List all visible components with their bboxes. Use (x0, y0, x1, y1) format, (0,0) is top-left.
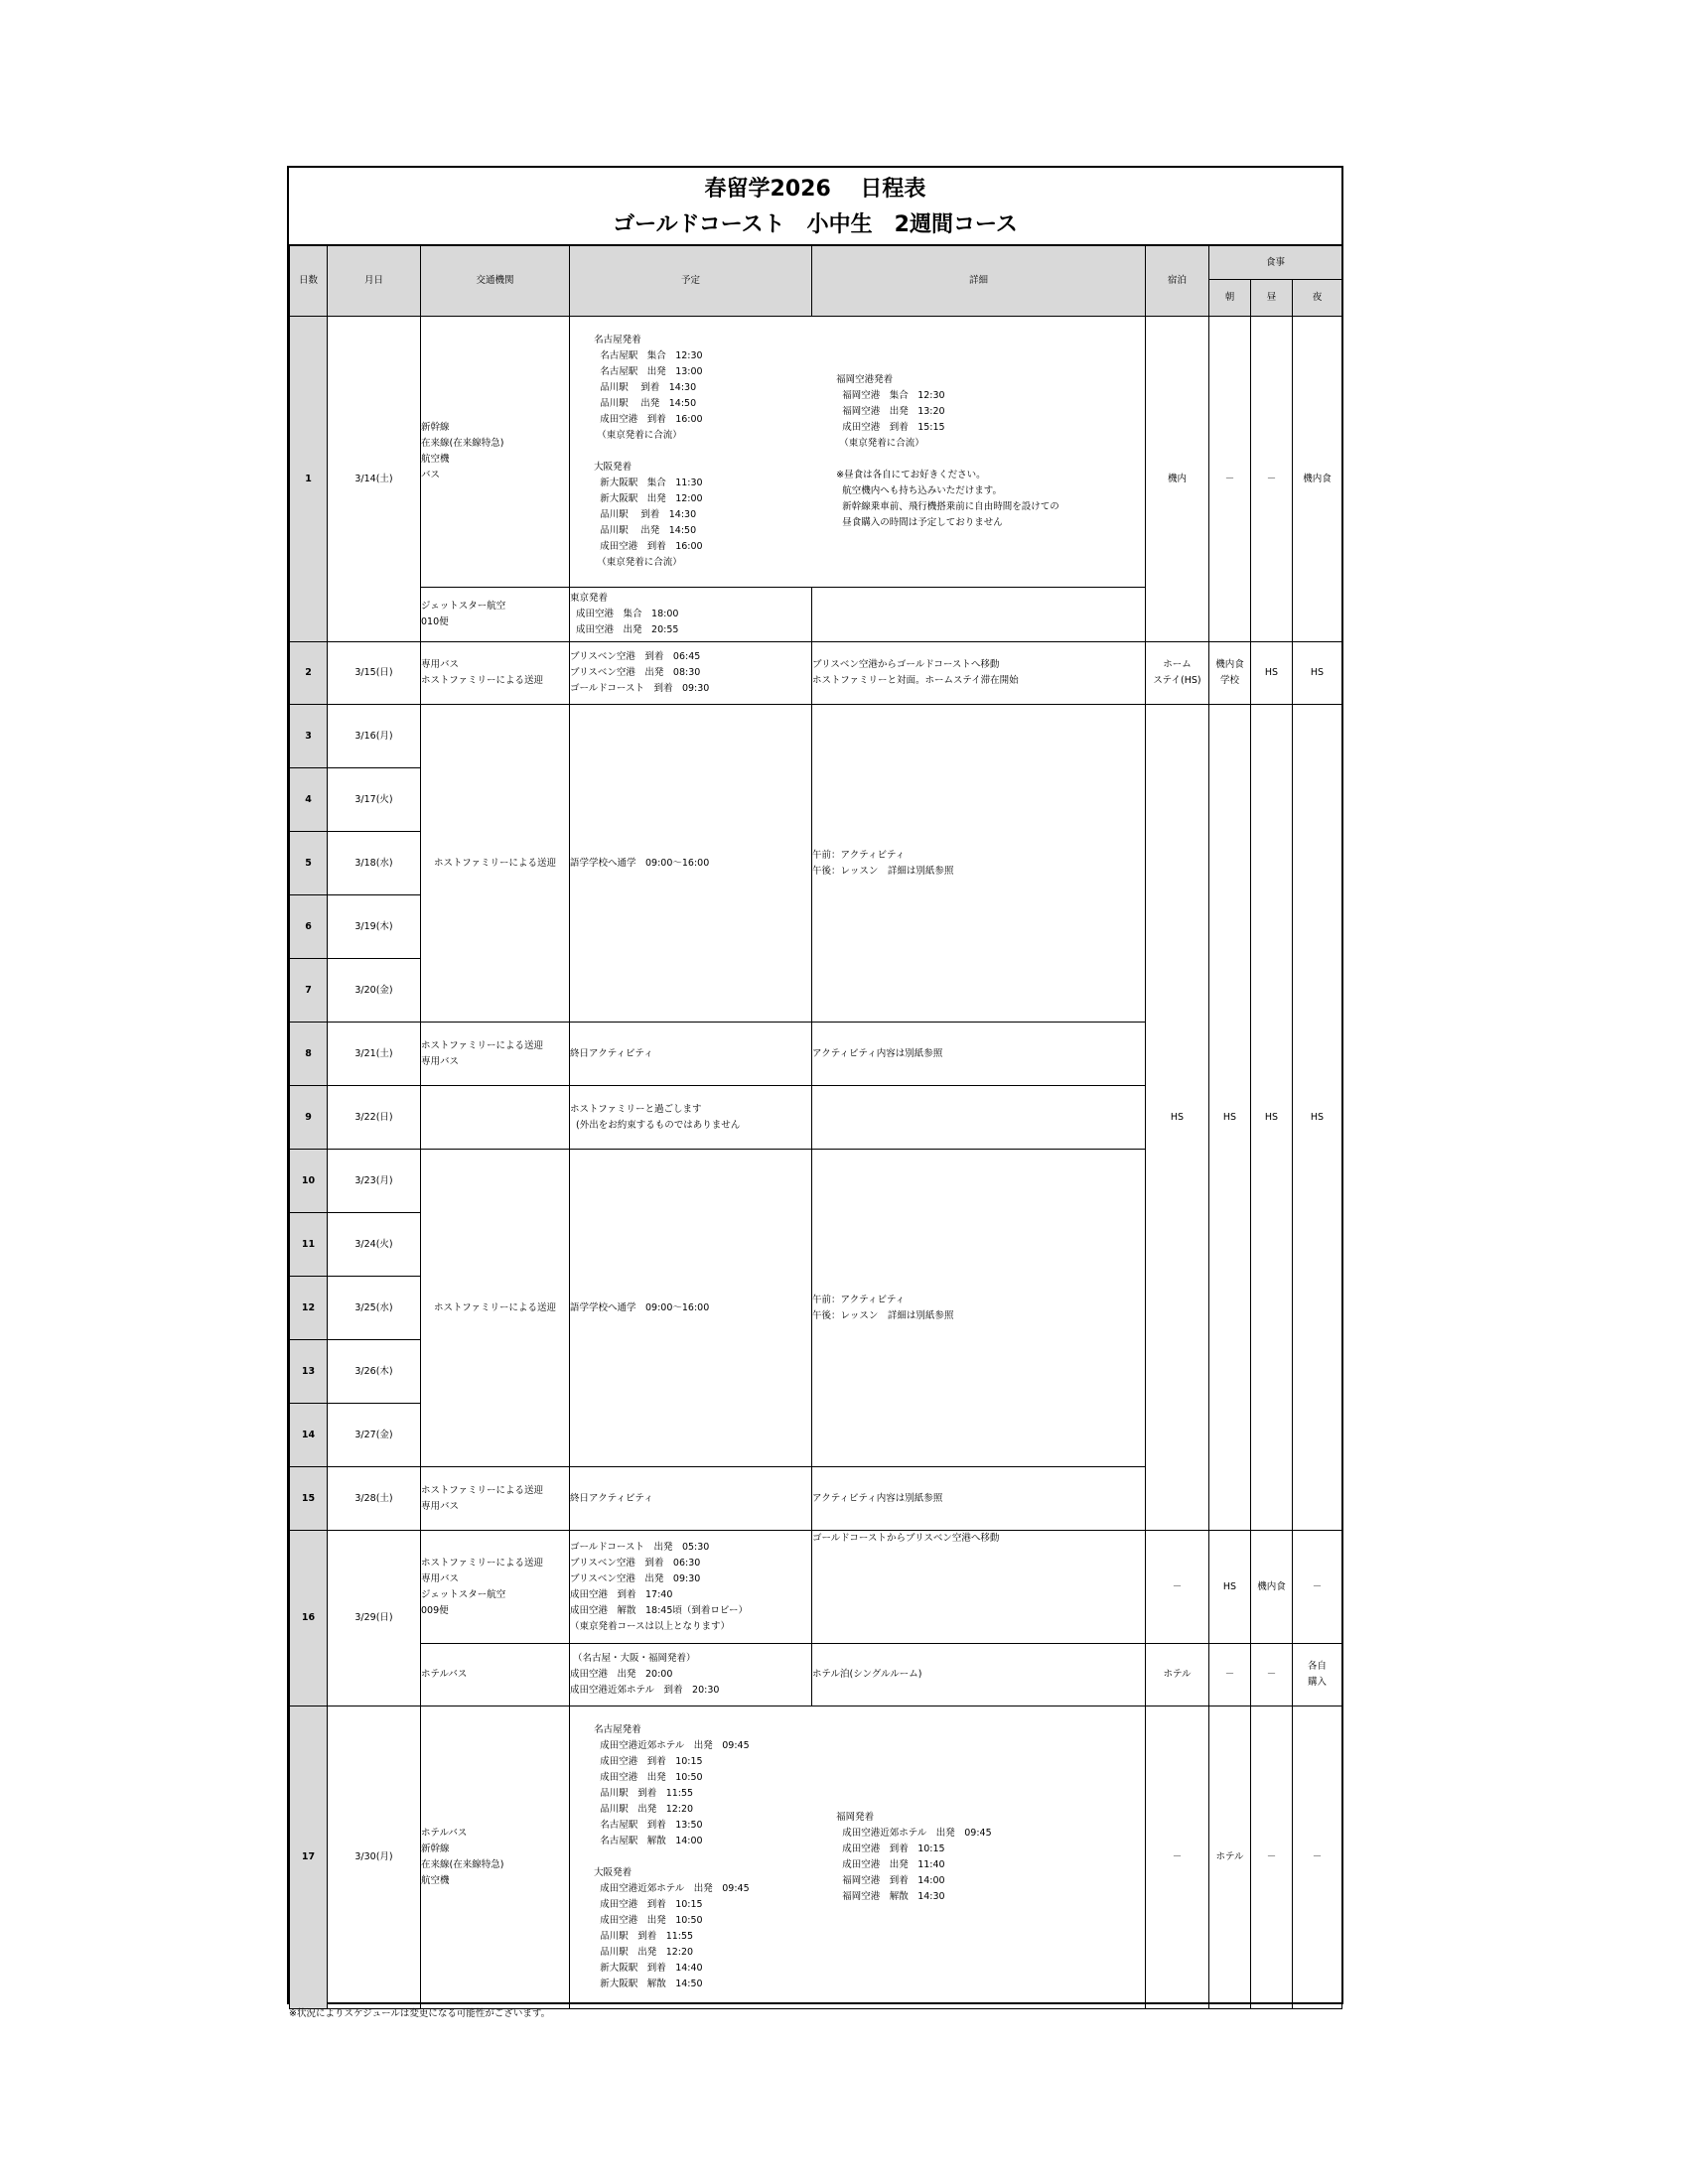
date-cell: 3/15(日) (328, 642, 421, 705)
day-number: 13 (290, 1340, 328, 1404)
details-cell: 午前：アクティビティ 午後：レッスン 詳細は別紙参照 (812, 1150, 1146, 1467)
title-line-2: ゴールドコースト 小中生 2週間コース (613, 212, 1018, 237)
lodging-cell: － (1146, 1706, 1209, 2009)
header-breakfast: 朝 (1209, 280, 1251, 317)
details-cell: アクティビティ内容は別紙参照 (812, 1023, 1146, 1086)
lunch-cell: HS (1251, 642, 1293, 705)
date-cell: 3/30(月) (328, 1706, 421, 2009)
breakfast-cell: 機内食 学校 (1209, 642, 1251, 705)
breakfast-cell: ホテル (1209, 1706, 1251, 2009)
schedule-cell: ホストファミリーと過ごします (外出をお約束するものではありません (570, 1086, 812, 1150)
day-number: 2 (290, 642, 328, 705)
header-dinner: 夜 (1293, 280, 1342, 317)
schedule-text: 名古屋発着 名古屋駅 集合 12:30 名古屋駅 出発 13:00 品川駅 到着 14:30 品川駅 出発 14:50 成田空港 到着 16:00 （東京発着に合流） 大阪発着 新大阪駅 集合 11:30 新大阪駅 出発 12:00 品川駅 到着 14:30 品川駅 出発 14:50 成田空港 到着 16:00 （東京発着に合流） (594, 335, 703, 568)
date-cell: 3/19(木) (328, 895, 421, 959)
dinner-cell: － (1293, 1706, 1342, 2009)
schedule-cell: 終日アクティビティ (570, 1467, 812, 1531)
transport-cell: 新幹線 在来線(在来線特急) 航空機 バス (421, 317, 570, 588)
header-transport: 交通機関 (421, 246, 570, 317)
schedule-cell (570, 317, 1146, 588)
details-cell: ブリスベン空港からゴールドコーストへ移動 ホストファミリーと対面。ホームステイ滞在開始 (812, 642, 1146, 705)
transport-cell (421, 1086, 570, 1150)
header-meals: 食事 (1209, 246, 1342, 280)
day-number: 12 (290, 1277, 328, 1340)
transport-cell: ホテルバス 新幹線 在来線(在来線特急) 航空機 (421, 1706, 570, 2009)
day-number: 14 (290, 1404, 328, 1467)
title-line-1: 春留学2026 日程表 (704, 177, 926, 202)
header-lunch: 昼 (1251, 280, 1293, 317)
dinner-cell: HS (1293, 705, 1342, 1531)
dinner-cell: 各自 購入 (1293, 1644, 1342, 1706)
date-cell: 3/25(水) (328, 1277, 421, 1340)
schedule-cell: 語学学校へ通学 09:00～16:00 (570, 1150, 812, 1467)
header-day: 日数 (290, 246, 328, 317)
transport-cell: ジェットスター航空 010便 (421, 588, 570, 642)
day-number: 9 (290, 1086, 328, 1150)
date-cell: 3/20(金) (328, 959, 421, 1023)
details-text: 福岡空港発着 福岡空港 集合 12:30 福岡空港 出発 13:20 成田空港 到着 15:15 （東京発着に合流） ※昼食は各自にてお好きください。 航空機内へも持ち込みいただけます。 新幹線乗車前、飛行機搭乗前に自由時間を設けての 昼食購入の時間は予定しておりません (836, 374, 1059, 528)
schedule-cell: ブリスベン空港 到着 06:45 ブリスベン空港 出発 08:30 ゴールドコースト 到着 09:30 (570, 642, 812, 705)
details-cell: ゴールドコーストからブリスベン空港へ移動 (812, 1531, 1146, 1644)
day-number: 5 (290, 832, 328, 895)
transport-cell: ホストファミリーによる送迎 専用バス (421, 1467, 570, 1531)
day-number: 11 (290, 1213, 328, 1277)
date-cell: 3/23(月) (328, 1150, 421, 1213)
schedule-cell: 東京発着 成田空港 集合 18:00 成田空港 出発 20:55 (570, 588, 812, 642)
lunch-cell: HS (1251, 705, 1293, 1531)
date-cell: 3/28(土) (328, 1467, 421, 1531)
lodging-cell: － (1146, 1531, 1209, 1644)
dinner-cell: 機内食 (1293, 317, 1342, 642)
lodging-cell: 機内 (1146, 317, 1209, 642)
lunch-cell: － (1251, 317, 1293, 642)
transport-cell: 専用バス ホストファミリーによる送迎 (421, 642, 570, 705)
dinner-cell: － (1293, 1531, 1342, 1644)
footnote: ※状況によりスケジュールは変更になる可能性がございます。 (289, 2008, 551, 2019)
day-number: 7 (290, 959, 328, 1023)
dinner-cell: HS (1293, 642, 1342, 705)
details-cell (812, 1086, 1146, 1150)
transport-cell: ホストファミリーによる送迎 専用バス ジェットスター航空 009便 (421, 1531, 570, 1644)
date-cell: 3/16(月) (328, 705, 421, 768)
transport-cell: ホストファミリーによる送迎 (421, 1150, 570, 1467)
details-text: 福岡発着 成田空港近郊ホテル 出発 09:45 成田空港 到着 10:15 成田空港 出発 11:40 福岡空港 到着 14:00 福岡空港 解散 14:30 (836, 1812, 992, 1902)
day-number: 8 (290, 1023, 328, 1086)
details-cell: 午前：アクティビティ 午後：レッスン 詳細は別紙参照 (812, 705, 1146, 1023)
details-cell (812, 588, 1146, 642)
date-cell: 3/14(土) (328, 317, 421, 642)
date-cell: 3/29(日) (328, 1531, 421, 1706)
day-number: 16 (290, 1531, 328, 1706)
transport-cell: ホテルバス (421, 1644, 570, 1706)
lodging-cell: ホテル (1146, 1644, 1209, 1706)
breakfast-cell: HS (1209, 705, 1251, 1531)
day-number: 4 (290, 768, 328, 832)
date-cell: 3/22(日) (328, 1086, 421, 1150)
date-cell: 3/24(火) (328, 1213, 421, 1277)
lunch-cell: － (1251, 1644, 1293, 1706)
date-cell: 3/27(金) (328, 1404, 421, 1467)
schedule-cell: 終日アクティビティ (570, 1023, 812, 1086)
schedule-cell: （名古屋・大阪・福岡発着） 成田空港 出発 20:00 成田空港近郊ホテル 到着 20:30 (570, 1644, 812, 1706)
date-cell: 3/21(土) (328, 1023, 421, 1086)
transport-cell: ホストファミリーによる送迎 (421, 705, 570, 1023)
schedule-cell: ゴールドコースト 出発 05:30 ブリスベン空港 到着 06:30 ブリスベン空港 出発 09:30 成田空港 到着 17:40 成田空港 解散 18:45頃（到着ロビー） （東京発着コースは以上となります） (570, 1531, 812, 1644)
lodging-cell: ホーム ステイ(HS) (1146, 642, 1209, 705)
date-cell: 3/17(火) (328, 768, 421, 832)
breakfast-cell: － (1209, 317, 1251, 642)
schedule-table (289, 245, 1342, 2009)
details-cell: ホテル泊(シングルルーム) (812, 1644, 1146, 1706)
day-number: 6 (290, 895, 328, 959)
title-block (289, 168, 1341, 245)
date-cell: 3/18(水) (328, 832, 421, 895)
day-number: 3 (290, 705, 328, 768)
schedule-cell (570, 1706, 1146, 2009)
transport-cell: ホストファミリーによる送迎 専用バス (421, 1023, 570, 1086)
day-number: 10 (290, 1150, 328, 1213)
breakfast-cell: HS (1209, 1531, 1251, 1644)
header-schedule: 予定 (570, 246, 812, 317)
schedule-sheet (287, 166, 1343, 2004)
header-lodging: 宿泊 (1146, 246, 1209, 317)
lunch-cell: － (1251, 1706, 1293, 2009)
day-number: 15 (290, 1467, 328, 1531)
schedule-text: 名古屋発着 成田空港近郊ホテル 出発 09:45 成田空港 到着 10:15 成田空港 出発 10:50 品川駅 到着 11:55 品川駅 出発 12:20 名古屋駅 到着 13:50 名古屋駅 解散 14:00 大阪発着 成田空港近郊ホテル 出発 09:45 成田空港 到着 10:15 成田空港 出発 10:50 品川駅 到着 11:55 品川駅 出発 12:20 新大阪駅 到着 14:40 新大阪駅 解散 14:50 (594, 1724, 750, 1989)
lunch-cell: 機内食 (1251, 1531, 1293, 1644)
day-number: 1 (290, 317, 328, 642)
breakfast-cell: － (1209, 1644, 1251, 1706)
header-date: 月日 (328, 246, 421, 317)
day-number: 17 (290, 1706, 328, 2009)
date-cell: 3/26(木) (328, 1340, 421, 1404)
header-details: 詳細 (812, 246, 1146, 317)
schedule-cell: 語学学校へ通学 09:00～16:00 (570, 705, 812, 1023)
details-cell: アクティビティ内容は別紙参照 (812, 1467, 1146, 1531)
lodging-cell: HS (1146, 705, 1209, 1531)
